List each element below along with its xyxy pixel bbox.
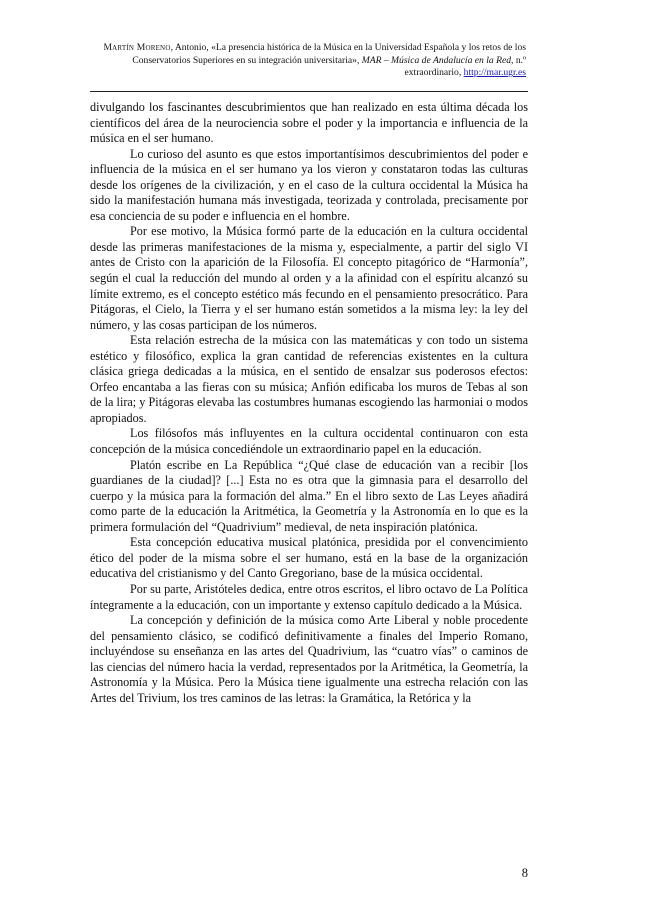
header-journal: MAR – Música de Andalucía en la Red — [361, 54, 512, 66]
header-divider — [90, 91, 528, 92]
header-url-link[interactable]: http://mar.ugr.es — [463, 67, 526, 79]
paragraph: Lo curioso del asunto es que estos importantísimos descubrimientos del poder e influencia de la música en el ser humano ya los vieron y constataron todas las culturas desde los orígenes de la civilización, y en el caso de la cultura occidental la Música ha sido la manifestación humana más investigada, teorizada y controlada, precisamente por esa conciencia de su poder e influencia en el hombre. — [90, 146, 528, 223]
paragraph: divulgando los fascinantes descubrimientos que han realizado en esta última década los científicos del área de la neurociencia sobre el poder y la importancia e influencia de la música en el ser humano. — [90, 100, 528, 146]
paragraph: Platón escribe en La República “¿Qué clase de educación van a recibir [los guardianes de la ciudad]? [...] Esta no es otra que la gimnasia para el desarrollo del cuerpo y la música para la formación del alma.” En el libro sexto de Las Leyes añadirá como parte de la educación la Aritmética, la Geometría y la Astronomía en lo que es la primera formulación del “Quadrivium” medieval, de neta inspiración platónica. — [90, 457, 528, 534]
page-number: 8 — [521, 866, 528, 880]
paragraph: Por su parte, Aristóteles dedica, entre otros escritos, el libro octavo de La Política íntegramente a la educación, con un importante y extenso capítulo dedicado a la Música. — [90, 581, 528, 612]
header-citation: , Antonio, «La presencia histórica de la Música en la Universidad Española y los retos de los Conservatorios Superiores en su integración universitaria», — [132, 42, 526, 66]
body-text — [90, 100, 528, 706]
paragraph: Esta relación estrecha de la música con las matemáticas y con todo un sistema estético y filosófico, explica la gran cantidad de referencias existentes en la cultura clásica griega dedicadas a la música, en el sentido de ensalzar sus poderosos efectos: Orfeo encantaba a las fieras con su música; Anfión edificaba los muros de Tebas al son de la lira; y Pitágoras elevaba las costumbres humanas escogiendo las harmoniai o modos apropiados. — [90, 333, 528, 425]
running-header — [98, 42, 526, 80]
header-issue: , n.º extraordinario, — [404, 54, 526, 79]
paragraph: Los filósofos más influyentes en la cultura occidental continuaron con esta concepción de la música concediéndole un extraordinario papel en la educación. — [90, 426, 528, 457]
paragraph: Por ese motivo, la Música formó parte de la educación en la cultura occidental desde las primeras manifestaciones de la misma y, especialmente, a partir del siglo VI antes de Cristo con la aparición de la Filosofía. El concepto pitagórico de “Harmonía”, según el cual la reducción del mundo al orden y a la afinidad con el espíritu alcanzó su límite extremo, es el concepto estético más fecundo en el pensamiento presocrático. Para Pitágoras, el Cielo, la Tierra y el ser humano están sometidos a la misma ley: la ley del número, y las cosas participan de los números. — [90, 224, 528, 332]
header-author-name: Martín Moreno — [103, 42, 171, 53]
paragraph: Esta concepción educativa musical platónica, presidida por el convencimiento ético del poder de la misma sobre el ser humano, está en la base de la organización educativa del cristianismo y del Canto Gregoriano, base de la música occidental. — [90, 535, 528, 581]
paragraph: La concepción y definición de la música como Arte Liberal y noble procedente del pensamiento clásico, se codificó definitivamente a finales del Imperio Romano, incluyéndose su enseñanza en las artes del Quadrivium, las “cuatro vías” o caminos de las ciencias del número hacia la verdad, representados por la Aritmética, la Geometría, la Astronomía y la Música. Pero la Música tiene igualmente una estrecha relación con las Artes del Trivium, los tres caminos de las letras: la Gramática, la Retórica y la — [90, 613, 528, 705]
